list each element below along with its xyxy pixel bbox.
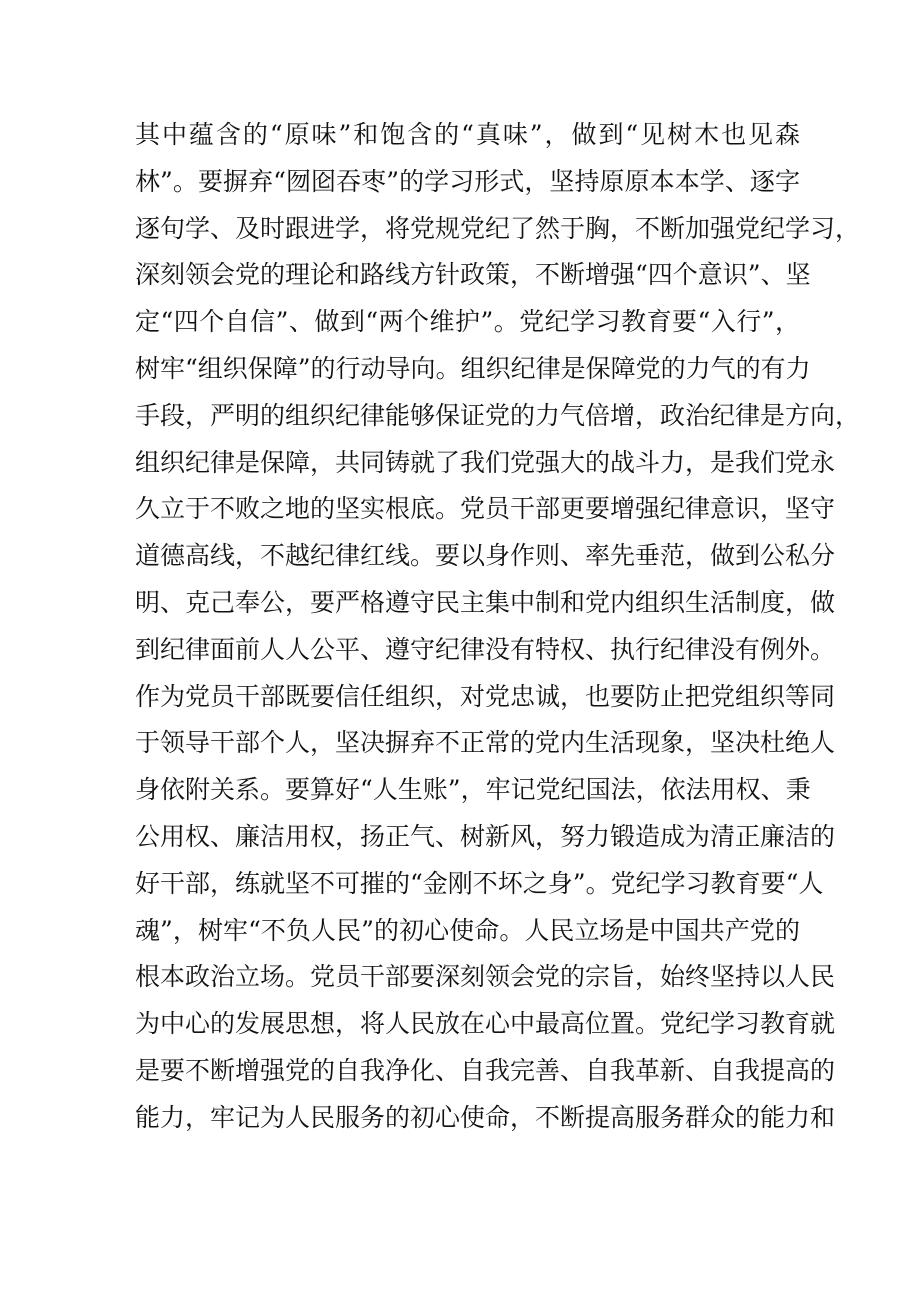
text-line: 逐句学、及时跟进学，将党规党纪了然于胸，不断加强党纪学习，	[135, 213, 861, 243]
text-line: 林”。要摒弃“囫囵吞枣”的学习形式，坚持原原本本学、逐字	[135, 166, 800, 196]
body-text	[135, 112, 861, 1142]
text-line: 定“四个自信”、做到“两个维护”。党纪学习教育要“入行”，	[135, 307, 800, 337]
text-line: 为中心的发展思想，将人民放在心中最高位置。党纪学习教育就	[135, 1009, 836, 1039]
text-line: 其中蕴含的“原味”和饱含的“真味”，做到“见树木也见森	[135, 120, 800, 149]
text-line: 道德高线，不越纪律红线。要以身作则、率先垂范，做到公私分	[135, 541, 836, 571]
text-line: 能力，牢记为人民服务的初心使命，不断提高服务群众的能力和	[135, 1102, 836, 1132]
text-line: 魂”，树牢“不负人民”的初心使命。人民立场是中国共产党的	[135, 915, 800, 945]
text-line: 根本政治立场。党员干部要深刻领会党的宗旨，始终坚持以人民	[135, 962, 836, 992]
text-line: 身依附关系。要算好“人生账”，牢记党纪国法，依法用权、秉	[135, 775, 811, 805]
text-line: 于领导干部个人，坚决摒弃不正常的党内生活现象，坚决杜绝人	[135, 728, 836, 758]
text-line: 明、克己奉公，要严格遵守民主集中制和党内组织生活制度，做	[135, 587, 836, 617]
text-line: 好干部，练就坚不可摧的“金刚不坏之身”。党纪学习教育要“人	[135, 868, 824, 898]
text-line: 公用权、廉洁用权，扬正气、树新风，努力锻造成为清正廉洁的	[135, 821, 836, 851]
text-line: 组织纪律是保障，共同铸就了我们党强大的战斗力，是我们党永	[135, 447, 836, 477]
text-line: 久立于不败之地的坚实根底。党员干部更要增强纪律意识，坚守	[135, 494, 836, 524]
text-line: 是要不断增强党的自我净化、自我完善、自我革新、自我提高的	[135, 1055, 836, 1085]
text-line: 手段，严明的组织纪律能够保证党的力气倍增，政治纪律是方向，	[135, 400, 861, 430]
text-line: 作为党员干部既要信任组织，对党忠诚，也要防止把党组织等同	[135, 681, 836, 711]
text-line: 深刻领会党的理论和路线方针政策，不断增强“四个意识”、坚	[135, 260, 811, 290]
text-line: 到纪律面前人人公平、遵守纪律没有特权、执行纪律没有例外。	[135, 634, 836, 664]
text-line: 树牢“组织保障”的行动导向。组织纪律是保障党的力气的有力	[135, 353, 811, 383]
